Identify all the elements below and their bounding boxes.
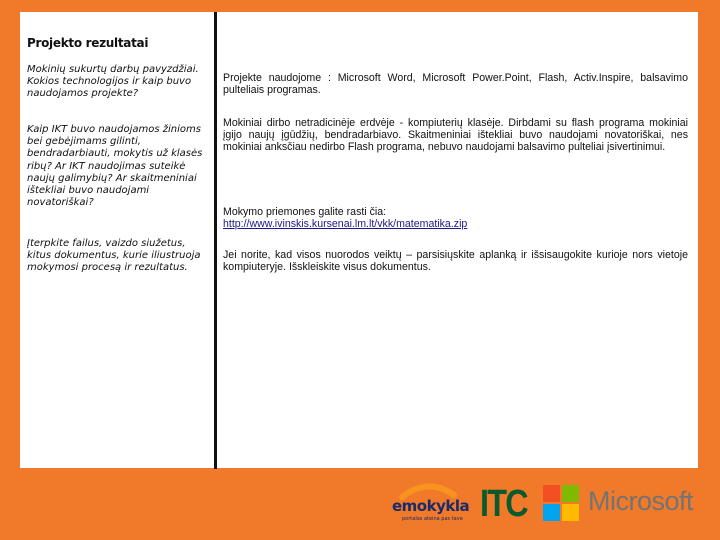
materials-label: Mokymo priemones galite rasti čia: <box>223 206 387 218</box>
page-title: Projekto rezultatai <box>27 36 149 50</box>
question-3: Įterpkite failus, vaizdo siužetus, kitus dokumentus, kurie iliustruoja mokymosi procesą ir rezultatus. <box>27 238 201 274</box>
question-2: Kaip IKT buvo naudojamos žinioms bei gebėjimams gilinti, bendradarbiauti, mokytis už klasės ribų? Ar IKT naudojimas suteikė naujų galimybių? Ar skaitmeniniai ištekliai buvo naudojami novatoriškai? <box>27 124 203 209</box>
column-divider <box>214 12 217 469</box>
emokykla-tagline: portalas ateina pas tave <box>402 516 463 522</box>
answer-2: Mokiniai dirbo netradicinėje erdvėje - kompiuterių klasėje. Dirbdami su flash programa mokiniai įgijo naujų įgūdžių, bendradarbiavo. Skaitmeniniai ištekliai buvo naudojami novatoriškai, nes mokiniai anksčiau nedirbo Flash programa, nebuvo naudojami balsavimo pulteliai įsivertinimui. <box>223 117 688 154</box>
emokykla-wordmark: emokykla <box>392 497 470 515</box>
microsoft-windows-icon <box>543 485 579 521</box>
itc-logo: ITC <box>480 483 527 525</box>
answer-1: Projekte naudojome : Microsoft Word, Microsoft Power.Point, Flash, Activ.Inspire, balsavimo pulteliais programas. <box>223 72 688 97</box>
answer-3: Jei norite, kad visos nuorodos veiktų – parsisiųskite aplanką ir išsisaugokite kurioje nors vietoje kompiuteryje. Išskleiskite visus dokumentus. <box>223 249 688 274</box>
materials-block <box>223 206 688 230</box>
question-1: Mokinių sukurtų darbų pavyzdžiai. Kokios technologijos ir kaip buvo naudojamos projekte? <box>27 64 199 100</box>
materials-link[interactable]: http://www.ivinskis.kursenai.lm.lt/vkk/matematika.zip <box>223 218 468 231</box>
microsoft-wordmark: Microsoft <box>588 486 694 516</box>
